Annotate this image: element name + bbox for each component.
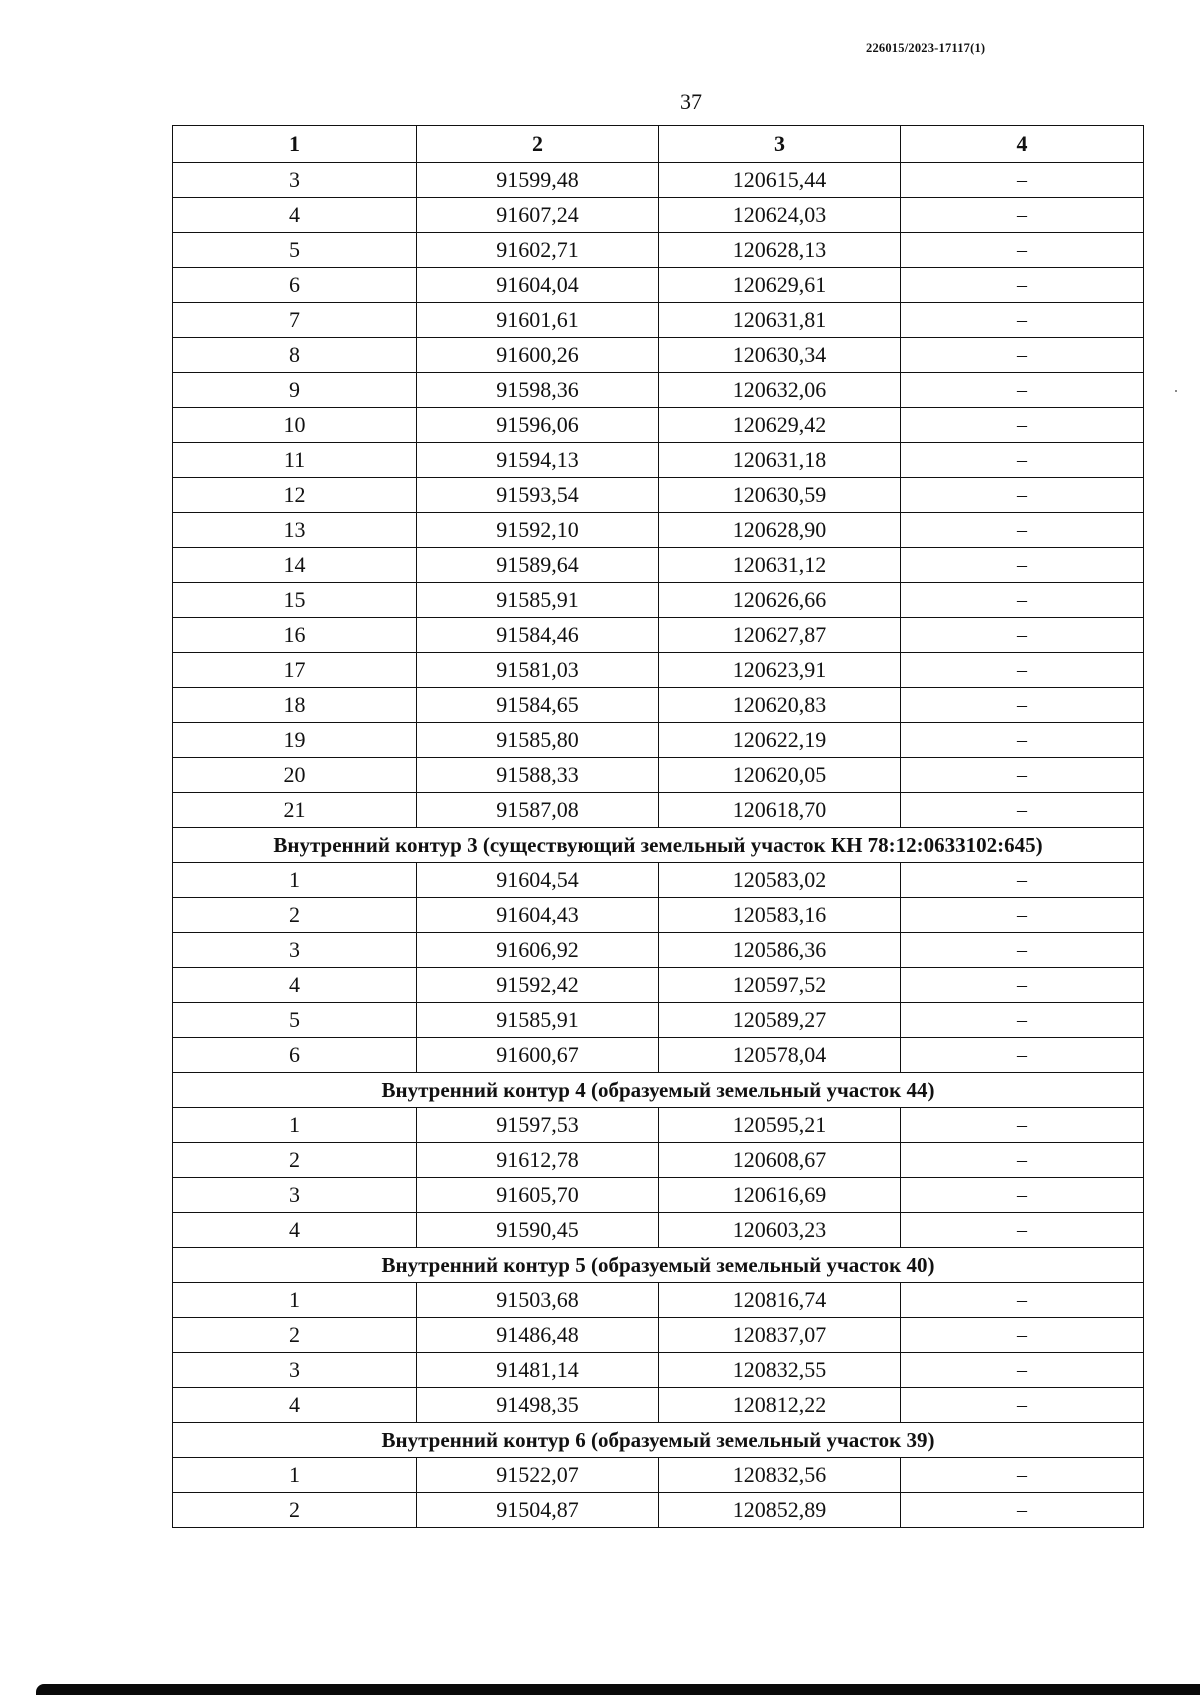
table-row <box>173 618 1144 653</box>
point-number-cell: 7 <box>173 303 417 338</box>
section-row <box>173 1423 1144 1458</box>
y-coordinate-cell: 120618,70 <box>659 793 901 828</box>
section-row <box>173 1073 1144 1108</box>
note-cell: – <box>901 338 1144 373</box>
y-coordinate-cell: 120583,02 <box>659 863 901 898</box>
point-number-cell: 10 <box>173 408 417 443</box>
table-row <box>173 1458 1144 1493</box>
y-coordinate-cell: 120586,36 <box>659 933 901 968</box>
y-coordinate-cell: 120620,83 <box>659 688 901 723</box>
note-cell: – <box>901 723 1144 758</box>
y-coordinate-cell: 120623,91 <box>659 653 901 688</box>
point-number-cell: 8 <box>173 338 417 373</box>
section-title: Внутренний контур 5 (образуемый земельный участок 40) <box>173 1248 1144 1283</box>
scan-edge-bar <box>36 1684 1200 1695</box>
x-coordinate-cell: 91598,36 <box>417 373 659 408</box>
section-title: Внутренний контур 4 (образуемый земельный участок 44) <box>173 1073 1144 1108</box>
note-cell: – <box>901 863 1144 898</box>
note-cell: – <box>901 513 1144 548</box>
table-row <box>173 163 1144 198</box>
note-cell: – <box>901 1003 1144 1038</box>
point-number-cell: 6 <box>173 1038 417 1073</box>
y-coordinate-cell: 120620,05 <box>659 758 901 793</box>
table-row <box>173 443 1144 478</box>
note-cell: – <box>901 1493 1144 1528</box>
x-coordinate-cell: 91503,68 <box>417 1283 659 1318</box>
note-cell: – <box>901 408 1144 443</box>
y-coordinate-cell: 120852,89 <box>659 1493 901 1528</box>
table-row <box>173 1213 1144 1248</box>
table-row <box>173 268 1144 303</box>
point-number-cell: 1 <box>173 1283 417 1318</box>
y-coordinate-cell: 120631,18 <box>659 443 901 478</box>
point-number-cell: 5 <box>173 1003 417 1038</box>
y-coordinate-cell: 120589,27 <box>659 1003 901 1038</box>
table-row <box>173 793 1144 828</box>
point-number-cell: 15 <box>173 583 417 618</box>
point-number-cell: 21 <box>173 793 417 828</box>
y-coordinate-cell: 120812,22 <box>659 1388 901 1423</box>
note-cell: – <box>901 898 1144 933</box>
table-row <box>173 303 1144 338</box>
table-row <box>173 1493 1144 1528</box>
note-cell: – <box>901 1038 1144 1073</box>
x-coordinate-cell: 91601,61 <box>417 303 659 338</box>
point-number-cell: 3 <box>173 1178 417 1213</box>
note-cell: – <box>901 233 1144 268</box>
point-number-cell: 19 <box>173 723 417 758</box>
y-coordinate-cell: 120629,42 <box>659 408 901 443</box>
y-coordinate-cell: 120595,21 <box>659 1108 901 1143</box>
scan-speck <box>1175 390 1177 392</box>
x-coordinate-cell: 91593,54 <box>417 478 659 513</box>
y-coordinate-cell: 120837,07 <box>659 1318 901 1353</box>
point-number-cell: 4 <box>173 1213 417 1248</box>
x-coordinate-cell: 91592,42 <box>417 968 659 1003</box>
point-number-cell: 3 <box>173 933 417 968</box>
table-row <box>173 968 1144 1003</box>
x-coordinate-cell: 91522,07 <box>417 1458 659 1493</box>
table-row <box>173 653 1144 688</box>
y-coordinate-cell: 120629,61 <box>659 268 901 303</box>
x-coordinate-cell: 91607,24 <box>417 198 659 233</box>
x-coordinate-cell: 91599,48 <box>417 163 659 198</box>
table-row <box>173 478 1144 513</box>
note-cell: – <box>901 548 1144 583</box>
note-cell: – <box>901 1353 1144 1388</box>
note-cell: – <box>901 1283 1144 1318</box>
point-number-cell: 13 <box>173 513 417 548</box>
point-number-cell: 20 <box>173 758 417 793</box>
point-number-cell: 11 <box>173 443 417 478</box>
point-number-cell: 2 <box>173 898 417 933</box>
y-coordinate-cell: 120616,69 <box>659 1178 901 1213</box>
x-coordinate-cell: 91504,87 <box>417 1493 659 1528</box>
y-coordinate-cell: 120615,44 <box>659 163 901 198</box>
column-header-3: 3 <box>659 126 901 163</box>
x-coordinate-cell: 91585,91 <box>417 583 659 618</box>
note-cell: – <box>901 198 1144 233</box>
table-row <box>173 758 1144 793</box>
table-row <box>173 1283 1144 1318</box>
point-number-cell: 14 <box>173 548 417 583</box>
note-cell: – <box>901 373 1144 408</box>
y-coordinate-cell: 120628,90 <box>659 513 901 548</box>
section-row <box>173 1248 1144 1283</box>
y-coordinate-cell: 120603,23 <box>659 1213 901 1248</box>
x-coordinate-cell: 91592,10 <box>417 513 659 548</box>
point-number-cell: 2 <box>173 1318 417 1353</box>
note-cell: – <box>901 933 1144 968</box>
page-number: 37 <box>680 89 702 114</box>
x-coordinate-cell: 91597,53 <box>417 1108 659 1143</box>
note-cell: – <box>901 793 1144 828</box>
table-row <box>173 723 1144 758</box>
x-coordinate-cell: 91602,71 <box>417 233 659 268</box>
note-cell: – <box>901 583 1144 618</box>
table-row <box>173 933 1144 968</box>
column-header-1: 1 <box>173 126 417 163</box>
table-body <box>173 163 1144 1528</box>
x-coordinate-cell: 91587,08 <box>417 793 659 828</box>
x-coordinate-cell: 91584,46 <box>417 618 659 653</box>
note-cell: – <box>901 688 1144 723</box>
table-row <box>173 373 1144 408</box>
section-row <box>173 828 1144 863</box>
point-number-cell: 2 <box>173 1143 417 1178</box>
table-row <box>173 688 1144 723</box>
note-cell: – <box>901 1108 1144 1143</box>
x-coordinate-cell: 91498,35 <box>417 1388 659 1423</box>
point-number-cell: 16 <box>173 618 417 653</box>
y-coordinate-cell: 120632,06 <box>659 373 901 408</box>
point-number-cell: 4 <box>173 1388 417 1423</box>
x-coordinate-cell: 91604,54 <box>417 863 659 898</box>
note-cell: – <box>901 1213 1144 1248</box>
x-coordinate-cell: 91605,70 <box>417 1178 659 1213</box>
table-row <box>173 863 1144 898</box>
x-coordinate-cell: 91590,45 <box>417 1213 659 1248</box>
x-coordinate-cell: 91606,92 <box>417 933 659 968</box>
y-coordinate-cell: 120624,03 <box>659 198 901 233</box>
coordinates-table <box>172 125 1144 1528</box>
y-coordinate-cell: 120622,19 <box>659 723 901 758</box>
note-cell: – <box>901 268 1144 303</box>
point-number-cell: 1 <box>173 863 417 898</box>
table-row <box>173 338 1144 373</box>
note-cell: – <box>901 443 1144 478</box>
x-coordinate-cell: 91604,04 <box>417 268 659 303</box>
note-cell: – <box>901 1388 1144 1423</box>
y-coordinate-cell: 120578,04 <box>659 1038 901 1073</box>
table-row <box>173 1003 1144 1038</box>
table-row <box>173 583 1144 618</box>
point-number-cell: 9 <box>173 373 417 408</box>
y-coordinate-cell: 120597,52 <box>659 968 901 1003</box>
table-row <box>173 1388 1144 1423</box>
point-number-cell: 4 <box>173 198 417 233</box>
x-coordinate-cell: 91486,48 <box>417 1318 659 1353</box>
y-coordinate-cell: 120832,56 <box>659 1458 901 1493</box>
note-cell: – <box>901 303 1144 338</box>
x-coordinate-cell: 91581,03 <box>417 653 659 688</box>
table-row <box>173 1318 1144 1353</box>
table-row <box>173 198 1144 233</box>
x-coordinate-cell: 91585,80 <box>417 723 659 758</box>
x-coordinate-cell: 91588,33 <box>417 758 659 793</box>
table-row <box>173 408 1144 443</box>
table-row <box>173 1178 1144 1213</box>
note-cell: – <box>901 1143 1144 1178</box>
table-row <box>173 1108 1144 1143</box>
note-cell: – <box>901 1178 1144 1213</box>
point-number-cell: 4 <box>173 968 417 1003</box>
point-number-cell: 3 <box>173 1353 417 1388</box>
point-number-cell: 6 <box>173 268 417 303</box>
column-header-4: 4 <box>901 126 1144 163</box>
section-title: Внутренний контур 6 (образуемый земельный участок 39) <box>173 1423 1144 1458</box>
y-coordinate-cell: 120630,34 <box>659 338 901 373</box>
x-coordinate-cell: 91600,67 <box>417 1038 659 1073</box>
x-coordinate-cell: 91584,65 <box>417 688 659 723</box>
point-number-cell: 1 <box>173 1108 417 1143</box>
section-title: Внутренний контур 3 (существующий земельный участок КН 78:12:0633102:645) <box>173 828 1144 863</box>
x-coordinate-cell: 91594,13 <box>417 443 659 478</box>
y-coordinate-cell: 120608,67 <box>659 1143 901 1178</box>
note-cell: – <box>901 968 1144 1003</box>
point-number-cell: 18 <box>173 688 417 723</box>
note-cell: – <box>901 618 1144 653</box>
table-header <box>173 126 1144 163</box>
y-coordinate-cell: 120816,74 <box>659 1283 901 1318</box>
point-number-cell: 17 <box>173 653 417 688</box>
note-cell: – <box>901 1458 1144 1493</box>
table-row <box>173 513 1144 548</box>
note-cell: – <box>901 653 1144 688</box>
y-coordinate-cell: 120583,16 <box>659 898 901 933</box>
point-number-cell: 1 <box>173 1458 417 1493</box>
table-row <box>173 1143 1144 1178</box>
y-coordinate-cell: 120832,55 <box>659 1353 901 1388</box>
document-registration-number: 226015/2023-17117(1) <box>866 41 986 55</box>
x-coordinate-cell: 91604,43 <box>417 898 659 933</box>
table-row <box>173 233 1144 268</box>
x-coordinate-cell: 91589,64 <box>417 548 659 583</box>
table-row <box>173 548 1144 583</box>
y-coordinate-cell: 120627,87 <box>659 618 901 653</box>
table-header-row <box>173 126 1144 163</box>
note-cell: – <box>901 758 1144 793</box>
x-coordinate-cell: 91600,26 <box>417 338 659 373</box>
table-row <box>173 898 1144 933</box>
y-coordinate-cell: 120630,59 <box>659 478 901 513</box>
note-cell: – <box>901 163 1144 198</box>
x-coordinate-cell: 91612,78 <box>417 1143 659 1178</box>
point-number-cell: 12 <box>173 478 417 513</box>
table-row <box>173 1353 1144 1388</box>
note-cell: – <box>901 478 1144 513</box>
y-coordinate-cell: 120626,66 <box>659 583 901 618</box>
y-coordinate-cell: 120628,13 <box>659 233 901 268</box>
y-coordinate-cell: 120631,81 <box>659 303 901 338</box>
x-coordinate-cell: 91596,06 <box>417 408 659 443</box>
point-number-cell: 2 <box>173 1493 417 1528</box>
y-coordinate-cell: 120631,12 <box>659 548 901 583</box>
point-number-cell: 3 <box>173 163 417 198</box>
x-coordinate-cell: 91585,91 <box>417 1003 659 1038</box>
table-row <box>173 1038 1144 1073</box>
note-cell: – <box>901 1318 1144 1353</box>
x-coordinate-cell: 91481,14 <box>417 1353 659 1388</box>
column-header-2: 2 <box>417 126 659 163</box>
point-number-cell: 5 <box>173 233 417 268</box>
